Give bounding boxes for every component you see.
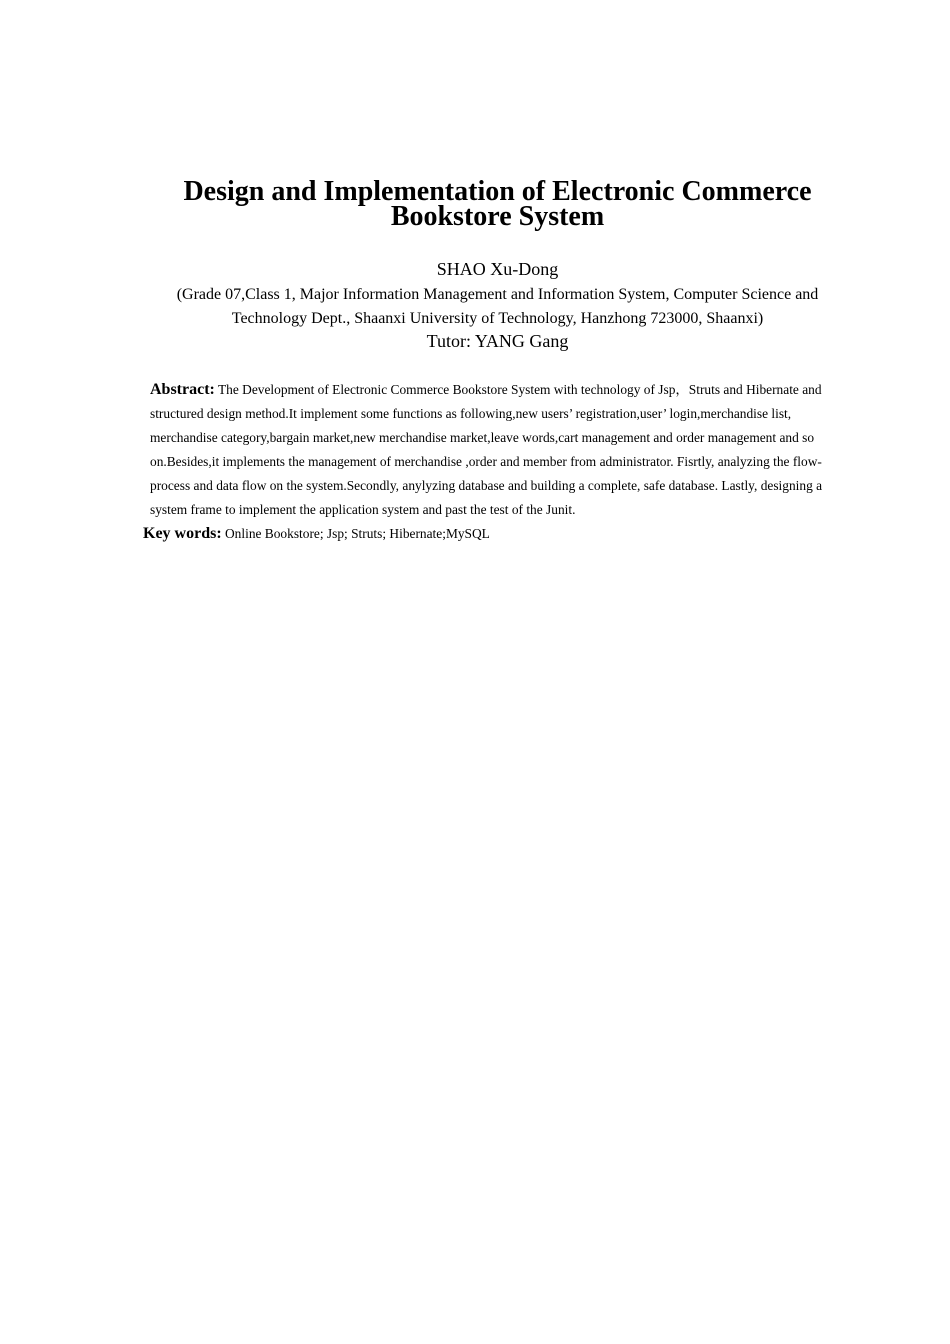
paper-title [100, 176, 895, 232]
author-affiliation [150, 283, 845, 331]
keywords-text: Online Bookstore; Jsp; Struts; Hibernate;MySQL [225, 526, 490, 541]
title-line-1: Design and Implementation of Electronic Commerce [183, 176, 812, 207]
author-name: SHAO Xu-Dong [436, 259, 559, 279]
tutor-name: Tutor: YANG Gang [426, 331, 569, 351]
abstract-paragraph [150, 378, 860, 522]
abstract-text: The Development of Electronic Commerce Bookstore System with technology of Jsp，Struts and Hibernate and structured design method.It implement some functions as following,new users’ registration,user’ login,merchandise list, merchandise category,bargain market,new merchandise market,leave words,cart management and order management and so on.Besides,it implements the management of merchandise ,order and member from administrator. Fisrtly, analyzing the flow-process and data flow on the system.Secondly, anylyzing database and building a complete, safe database. Lastly, designing a system frame to implement the application system and past the test of the Junit. [150, 382, 823, 517]
affiliation-line-2: Technology Dept., Shaanxi University of Technology, Hanzhong 723000, Shaanxi) [231, 310, 764, 327]
abstract-label: Abstract: [150, 381, 215, 398]
affiliation-line-1: (Grade 07,Class 1, Major Information Management and Information System, Computer Science and [176, 286, 819, 303]
keywords-label: Key words: [143, 525, 222, 542]
keywords-line [143, 522, 863, 546]
title-line-2: Bookstore System [390, 201, 605, 232]
